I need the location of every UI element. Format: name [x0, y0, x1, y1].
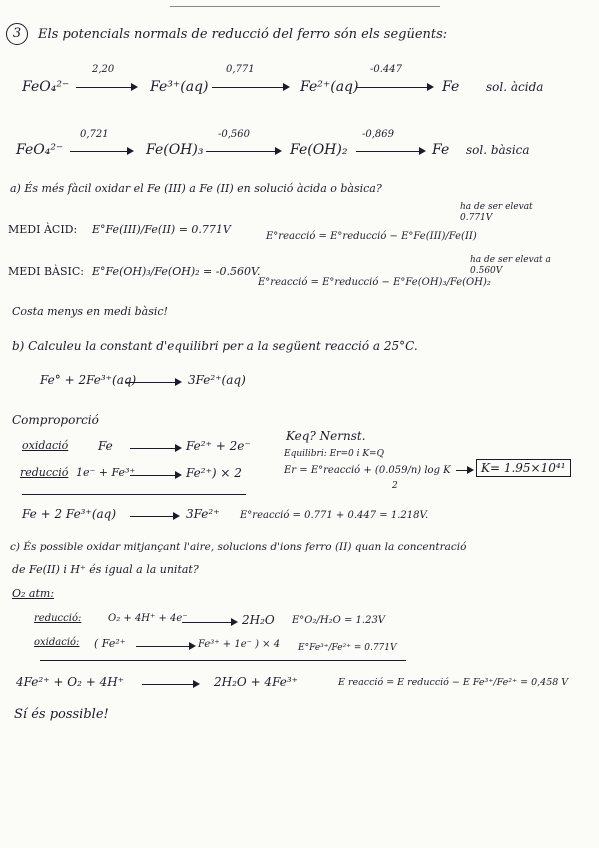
reduction-right: Fe²⁺) × 2	[186, 466, 242, 480]
nernst-equation: Er = E°reacció + (0.059/n) log K	[284, 465, 451, 476]
reaction-arrow	[142, 684, 198, 685]
equilibrium-condition: Equilibri: Er=0 i K=Q	[284, 449, 384, 459]
species: FeO₄²⁻	[22, 79, 70, 95]
sum-rule	[22, 494, 246, 495]
reaction-arrow	[206, 151, 280, 152]
species: Fe	[442, 79, 460, 95]
acid-reaction-formula: E°reacció = E°reducció − E°Fe(III)/Fe(II)	[266, 231, 477, 242]
question-a: a) És més fàcil oxidar el Fe (III) a Fe (II) en solució àcida o bàsica?	[10, 182, 382, 195]
sum-potential: E°reacció = 0.771 + 0.447 = 1.218V.	[240, 510, 429, 521]
c-oxidation-right: Fe³⁺ + 1e⁻ ) × 4	[198, 639, 281, 650]
acid-medium-label: MEDI ÀCID:	[8, 223, 78, 236]
reaction-arrow	[130, 475, 180, 476]
species: Fe	[432, 142, 450, 158]
basic-reaction-formula: E°reacció = E°reducció − E°Fe(OH)₃/Fe(OH)₂	[258, 277, 491, 288]
c-oxidation-label: oxidació:	[34, 637, 80, 648]
exercise-title: Els potencials normals de reducció del ferro són els següents:	[38, 27, 448, 42]
oxidation-left: Fe	[98, 439, 113, 453]
potential-label: 0,721	[80, 129, 109, 140]
acid-note: ha de ser elevat 0.771V	[460, 202, 533, 223]
c-oxidation-left: ( Fe²⁺	[94, 637, 126, 650]
oxidation-label: oxidació	[22, 439, 69, 452]
sum-left: Fe + 2 Fe³⁺(aq)	[22, 507, 117, 521]
exercise-number: 3	[6, 23, 28, 45]
basic-medium-label: MEDI BÀSIC:	[8, 265, 84, 278]
potential-label: 2,20	[92, 64, 115, 75]
series-label: sol. àcida	[486, 80, 544, 94]
reaction-left: Fe° + 2Fe³⁺(aq)	[40, 373, 137, 387]
species: Fe(OH)₂	[290, 142, 348, 158]
species: FeO₄²⁻	[16, 142, 64, 158]
c-answer: Sí és possible!	[14, 707, 109, 722]
c-reduction-potential: E°O₂/H₂O = 1.23V	[292, 615, 386, 626]
sum-right: 3Fe²⁺	[186, 507, 220, 521]
reaction-arrow	[126, 382, 180, 383]
reaction-arrow	[130, 516, 178, 517]
reaction-arrow	[136, 646, 194, 647]
o2-label: O₂ atm:	[12, 587, 55, 600]
conclusion-a: Costa menys en medi bàsic!	[12, 305, 168, 318]
oxidation-right: Fe²⁺ + 2e⁻	[186, 439, 251, 453]
reaction-arrow	[182, 622, 236, 623]
reaction-arrow	[70, 151, 132, 152]
result-arrow	[456, 470, 472, 471]
reaction-right: 3Fe²⁺(aq)	[188, 373, 246, 387]
question-c-line2: de Fe(II) i H⁺ és igual a la unitat?	[12, 563, 199, 576]
question-c-line1: c) És possible oxidar mitjançant l'aire, solucions d'ions ferro (II) quan la concentració	[10, 541, 467, 553]
reaction-arrow	[130, 448, 180, 449]
acid-potential: E°Fe(III)/Fe(II) = 0.771V	[92, 223, 231, 236]
c-reduction-label: reducció:	[34, 613, 82, 624]
reduction-label: reducció	[20, 466, 69, 479]
species: Fe(OH)₃	[146, 142, 204, 158]
species: Fe³⁺(aq)	[150, 79, 209, 95]
reduction-left: 1e⁻ + Fe³⁺	[76, 466, 136, 479]
question-b: b) Calculeu la constant d'equilibri per a la següent reacció a 25°C.	[12, 339, 418, 353]
c-reduction-right: 2H₂O	[242, 613, 275, 627]
c-total-potential: E reacció = E reducció − E Fe³⁺/Fe²⁺ = 0,458 V	[338, 677, 569, 688]
basic-note: ha de ser elevat a 0.560V	[470, 255, 551, 276]
reaction-arrow	[356, 87, 432, 88]
c-total-right: 2H₂O + 4Fe³⁺	[214, 675, 298, 689]
reaction-arrow	[76, 87, 136, 88]
species: Fe²⁺(aq)	[300, 79, 359, 95]
basic-potential: E°Fe(OH)₃/Fe(OH)₂ = -0.560V.	[92, 265, 261, 278]
series-label: sol. bàsica	[466, 143, 530, 157]
c-oxidation-potential: E°Fe³⁺/Fe²⁺ = 0.771V	[298, 643, 397, 653]
potential-label: -0,869	[362, 129, 395, 140]
reaction-arrow	[356, 151, 424, 152]
potential-label: -0.447	[370, 64, 403, 75]
electron-count: 2	[392, 481, 398, 491]
c-sum-rule	[40, 660, 406, 661]
keq-title: Keq? Nernst.	[286, 429, 366, 443]
reaction-arrow	[212, 87, 288, 88]
c-total-left: 4Fe²⁺ + O₂ + 4H⁺	[16, 675, 124, 689]
k-result-box: K= 1.95×10⁴¹	[476, 459, 571, 477]
page-top-line	[170, 6, 440, 7]
potential-label: -0,560	[218, 129, 251, 140]
comproporcio-label: Comproporció	[12, 413, 99, 427]
c-reduction-left: O₂ + 4H⁺ + 4e⁻	[108, 613, 188, 624]
potential-label: 0,771	[226, 64, 255, 75]
